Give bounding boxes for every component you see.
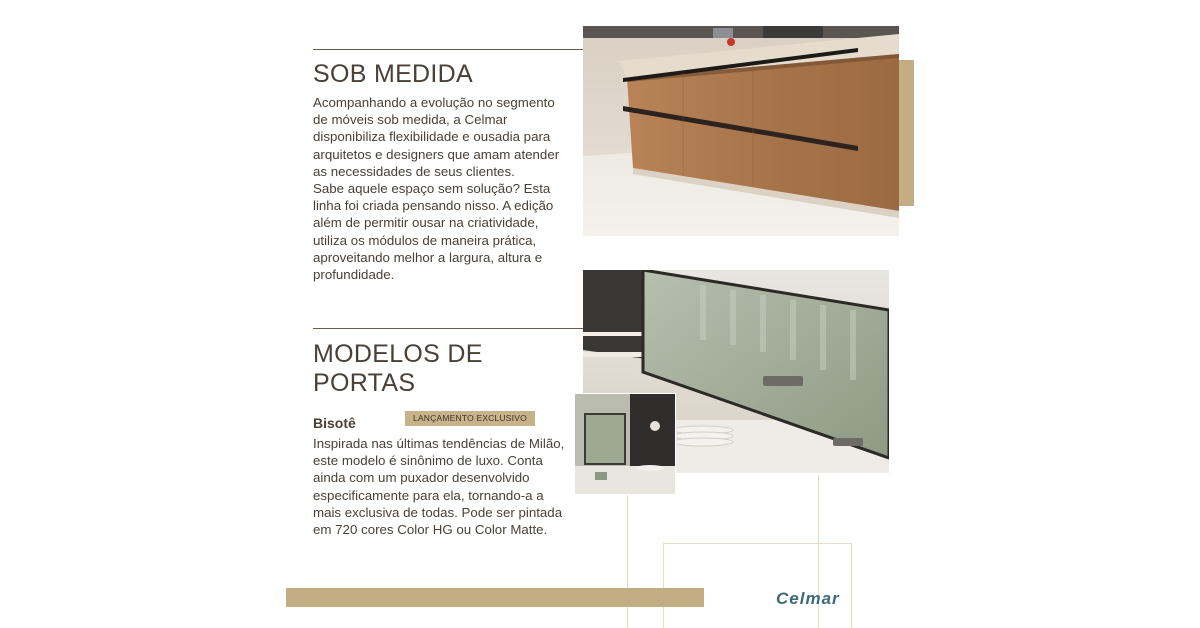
- text-line: Acompanhando a evolução no segmento: [313, 95, 555, 110]
- text-line: disponibiliza flexibilidade e ousadia para: [313, 129, 551, 145]
- text-line: as necessidades de seus clientes.: [313, 163, 515, 179]
- text-line: aproveitando melhor a largura, altura e: [313, 249, 543, 265]
- text-line: ainda com um puxador desenvolvido: [313, 470, 530, 486]
- cabinet-detail-photo: [574, 393, 676, 495]
- section-divider: [313, 328, 583, 329]
- decor-vertical-line: [851, 543, 852, 628]
- text-line: este modelo é sinônimo de luxo. Conta: [313, 453, 543, 469]
- section-sob-medida-body: [313, 94, 578, 283]
- text-line: utiliza os módulos de maneira prática,: [313, 232, 537, 248]
- wood-kitchen-photo: [583, 26, 899, 236]
- section-title-sob-medida: SOB MEDIDA: [313, 60, 473, 88]
- text-line: Inspirada nas últimas tendências de Milão,: [313, 436, 565, 451]
- text-line: de móveis sob medida, a Celmar: [313, 112, 508, 128]
- footer-gold-bar: [286, 588, 704, 607]
- decor-vertical-line: [663, 543, 664, 628]
- section-title-modelos-de-portas: [313, 340, 483, 398]
- title-line: PORTAS: [313, 369, 416, 397]
- text-line: em 720 cores Color HG ou Color Matte.: [313, 522, 548, 538]
- text-line: profundidade.: [313, 267, 395, 283]
- text-line: especificamente para ela, tornando-a a: [313, 487, 544, 503]
- text-line: linha foi criada pensando nisso. A edição: [313, 198, 554, 214]
- title-line: MODELOS DE: [313, 340, 483, 368]
- model-name: Bisotê: [313, 415, 356, 431]
- text-line: Sabe aquele espaço sem solução? Esta: [313, 181, 551, 197]
- celmar-logo: Celmar: [776, 589, 840, 608]
- decor-horizontal-line: [663, 543, 852, 544]
- section-modelos-body: [313, 435, 578, 538]
- text-line: mais exclusiva de todas. Pode ser pintada: [313, 504, 563, 520]
- text-line: arquitetos e designers que amam atender: [313, 146, 560, 162]
- text-line: além de permitir ousar na criatividade,: [313, 215, 539, 231]
- section-divider: [313, 49, 613, 50]
- gold-accent-bar: [898, 60, 914, 206]
- launch-badge: LANÇAMENTO EXCLUSIVO: [405, 411, 535, 426]
